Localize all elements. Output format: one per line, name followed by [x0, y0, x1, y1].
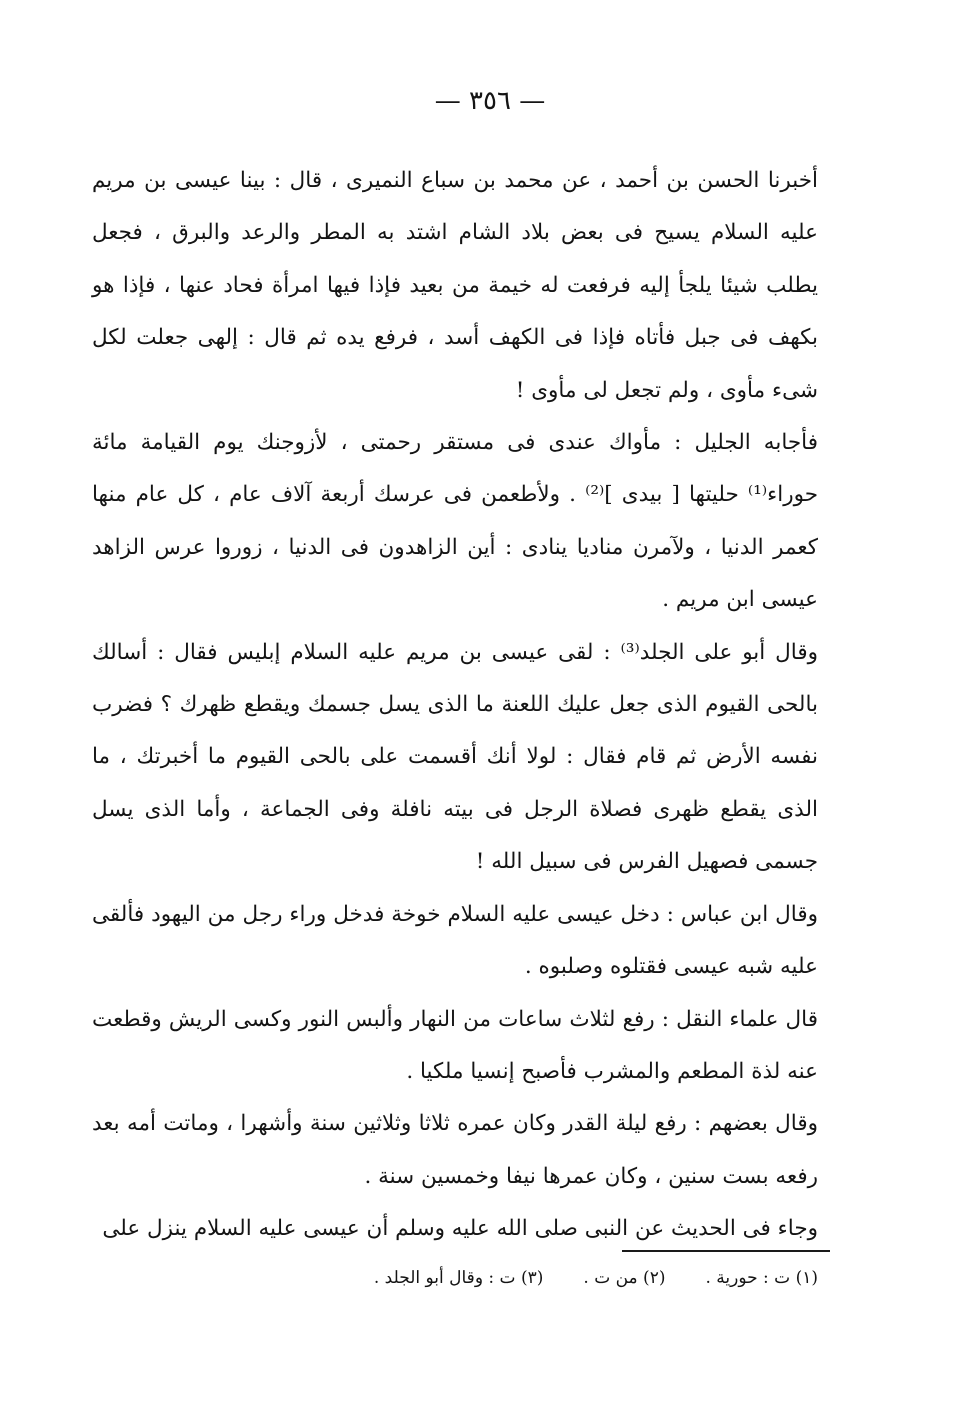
paragraph-7: وجاء فى الحديث عن النبى صلى الله عليه وسلم أن عيسى عليه السلام ينزل على [102, 1216, 818, 1242]
paragraph-3: وقال أبو على الجلد⁽³⁾ : لقى عيسى بن مريم عليه السلام إبليس فقال : أسالك بالحى القيوم الذى جعل عليك اللعنة ما الذى يسل جسمك ويقطع ظهرك ؟ فضرب نفسه الأرض ثم قام فقال : لولا أنك أقسمت على بالحى القيوم ما أخبرتك ، ما الذى يقطع ظهرى فصلاة الرجل فى بيته نافلة وفى الجماعة ، وأما الذى يسل جسمى فصهيل الفرس فى سبيل الله ! [92, 639, 818, 875]
paragraph-4: وقال ابن عباس : دخل عيسى عليه السلام خوخة فدخل وراء رجل من اليهود فألقى عليه شبه عيسى فقتلوه وصلبوه . [92, 901, 818, 980]
footnote-1: (١) ت : حورية . [705, 1268, 818, 1288]
footnote-2: (٢) من ت . [583, 1268, 666, 1288]
footnote-3: (٣) ت : وقال أبو الجلد . [373, 1268, 544, 1288]
paragraph-2: فأجابه الجليل : مأواك عندى فى مستقر رحمتى ، لأزوجنك يوم القيامة مائة حوراء⁽¹⁾ حليتها [ بيدى ]⁽²⁾ . ولأطعمن فى عرسك أربعة آلاف عام ، كل عام منها كعمر الدنيا ، ولآمرن مناديا ينادى : أين الزاهدون فى الدنيا ، زوروا عرس الزاهد عيسى ابن مريم . [92, 430, 818, 613]
footnotes [200, 1264, 818, 1292]
paragraph-6: وقال بعضهم : رفع ليلة القدر وكان عمره ثلاثا وثلاثين سنة وأشهرا ، وماتت أمه بعد رفعه بست سنين ، وكان عمرها نيفا وخمسين سنة . [92, 1111, 818, 1189]
paragraph-5: قال علماء النقل : رفع لثلاث ساعات من النهار وألبس النور وكسى الريش وقطعت عنه لذة المطعم والمشرب فأصبح إنسيا ملكيا . [92, 1006, 818, 1084]
page-number: — ٣٥٦ — [434, 86, 546, 116]
main-text [92, 155, 818, 1256]
paragraph-1: أخبرنا الحسن بن أحمد ، عن محمد بن سباع النميرى ، قال : بينا عيسى بن مريم عليه السلام يسيح فى بعض بلاد الشام اشتد به المطر والرعد والبرق ، فجعل يطلب شيئا يلجأ إليه فرفعت له خيمة من بعيد فإذا فيها امرأة فحاد عنها ، فإذا هو بكهف فى جبل فأتاه فإذا فى الكهف أسد ، فرفع يده ثم قال : إلهى جعلت لكل شىء مأوى ، ولم تجعل لى مأوى ! [92, 168, 818, 403]
footnote-divider [622, 1250, 830, 1252]
